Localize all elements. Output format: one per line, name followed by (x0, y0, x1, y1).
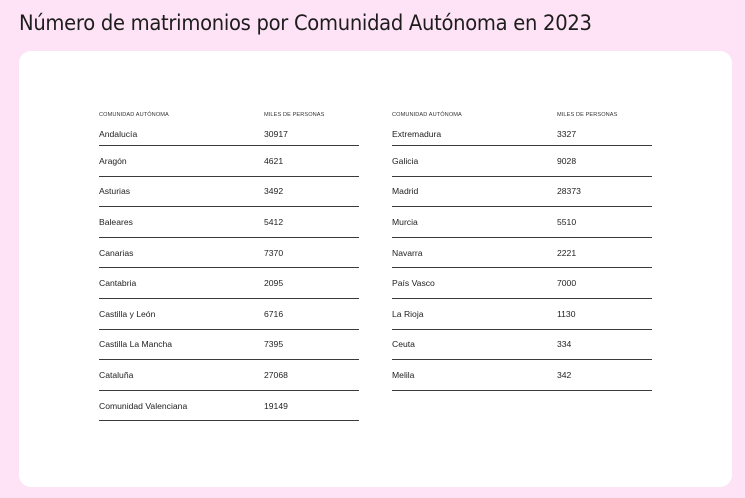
community-name: Madrid (392, 186, 419, 197)
community-value: 3327 (557, 128, 577, 139)
table-row (99, 299, 359, 330)
table-left (99, 108, 359, 421)
table-body (392, 122, 652, 391)
community-name: Comunidad Valenciana (99, 400, 188, 411)
community-name: Navarra (392, 247, 423, 258)
community-value: 6716 (264, 308, 284, 319)
table-header (99, 108, 359, 122)
community-value: 9028 (557, 155, 577, 166)
table-row (392, 268, 652, 299)
community-value: 5510 (557, 216, 577, 227)
community-name: Ceuta (392, 339, 415, 350)
community-name: Andalucía (99, 128, 138, 139)
table-row (99, 238, 359, 269)
community-value: 7370 (264, 247, 284, 258)
community-name: Castilla La Mancha (99, 339, 173, 350)
table-row (99, 122, 359, 146)
community-value: 3492 (264, 186, 284, 197)
table-header (392, 108, 652, 122)
community-name: Extremadura (392, 128, 442, 139)
community-name: Canarias (99, 247, 134, 258)
community-name: Murcia (392, 216, 418, 227)
table-row (392, 238, 652, 269)
table-row (392, 207, 652, 238)
community-name: Aragón (99, 155, 127, 166)
community-value: 4621 (264, 155, 284, 166)
community-name: La Rioja (392, 308, 424, 319)
community-value: 2095 (264, 278, 284, 289)
table-row (99, 207, 359, 238)
table-row (392, 146, 652, 177)
community-value: 342 (557, 369, 572, 380)
community-value: 334 (557, 339, 572, 350)
table-row (99, 177, 359, 208)
table-row (99, 330, 359, 361)
community-value: 7000 (557, 278, 577, 289)
column-header-community: COMUNIDAD AUTÓNOMA (99, 112, 169, 118)
column-header-community: COMUNIDAD AUTÓNOMA (392, 112, 462, 118)
table-body (99, 122, 359, 421)
community-value: 7395 (264, 339, 284, 350)
community-name: Melila (392, 369, 415, 380)
table-row (99, 146, 359, 177)
table-row (392, 122, 652, 146)
table-right (392, 108, 652, 391)
page-title: Número de matrimonios por Comunidad Autónoma en 2023 (19, 11, 592, 35)
community-value: 5412 (264, 216, 284, 227)
community-value: 28373 (557, 186, 581, 197)
community-name: Baleares (99, 216, 133, 227)
community-name: País Vasco (392, 278, 435, 289)
community-name: Galicia (392, 155, 419, 166)
table-row (99, 360, 359, 391)
community-value: 27068 (264, 369, 288, 380)
community-value: 1130 (557, 308, 576, 319)
table-row (392, 177, 652, 208)
community-name: Castilla y León (99, 308, 156, 319)
table-row (392, 360, 652, 391)
column-header-value: MILES DE PERSONAS (557, 112, 618, 118)
community-value: 19149 (264, 400, 288, 411)
table-row (392, 299, 652, 330)
community-name: Cataluña (99, 369, 134, 380)
table-row (99, 268, 359, 299)
community-name: Asturias (99, 186, 131, 197)
table-row (99, 391, 359, 422)
table-row (392, 330, 652, 361)
community-value: 30917 (264, 128, 288, 139)
column-header-value: MILES DE PERSONAS (264, 112, 325, 118)
table-card (19, 51, 732, 487)
community-name: Cantabria (99, 278, 137, 289)
community-value: 2221 (557, 247, 577, 258)
